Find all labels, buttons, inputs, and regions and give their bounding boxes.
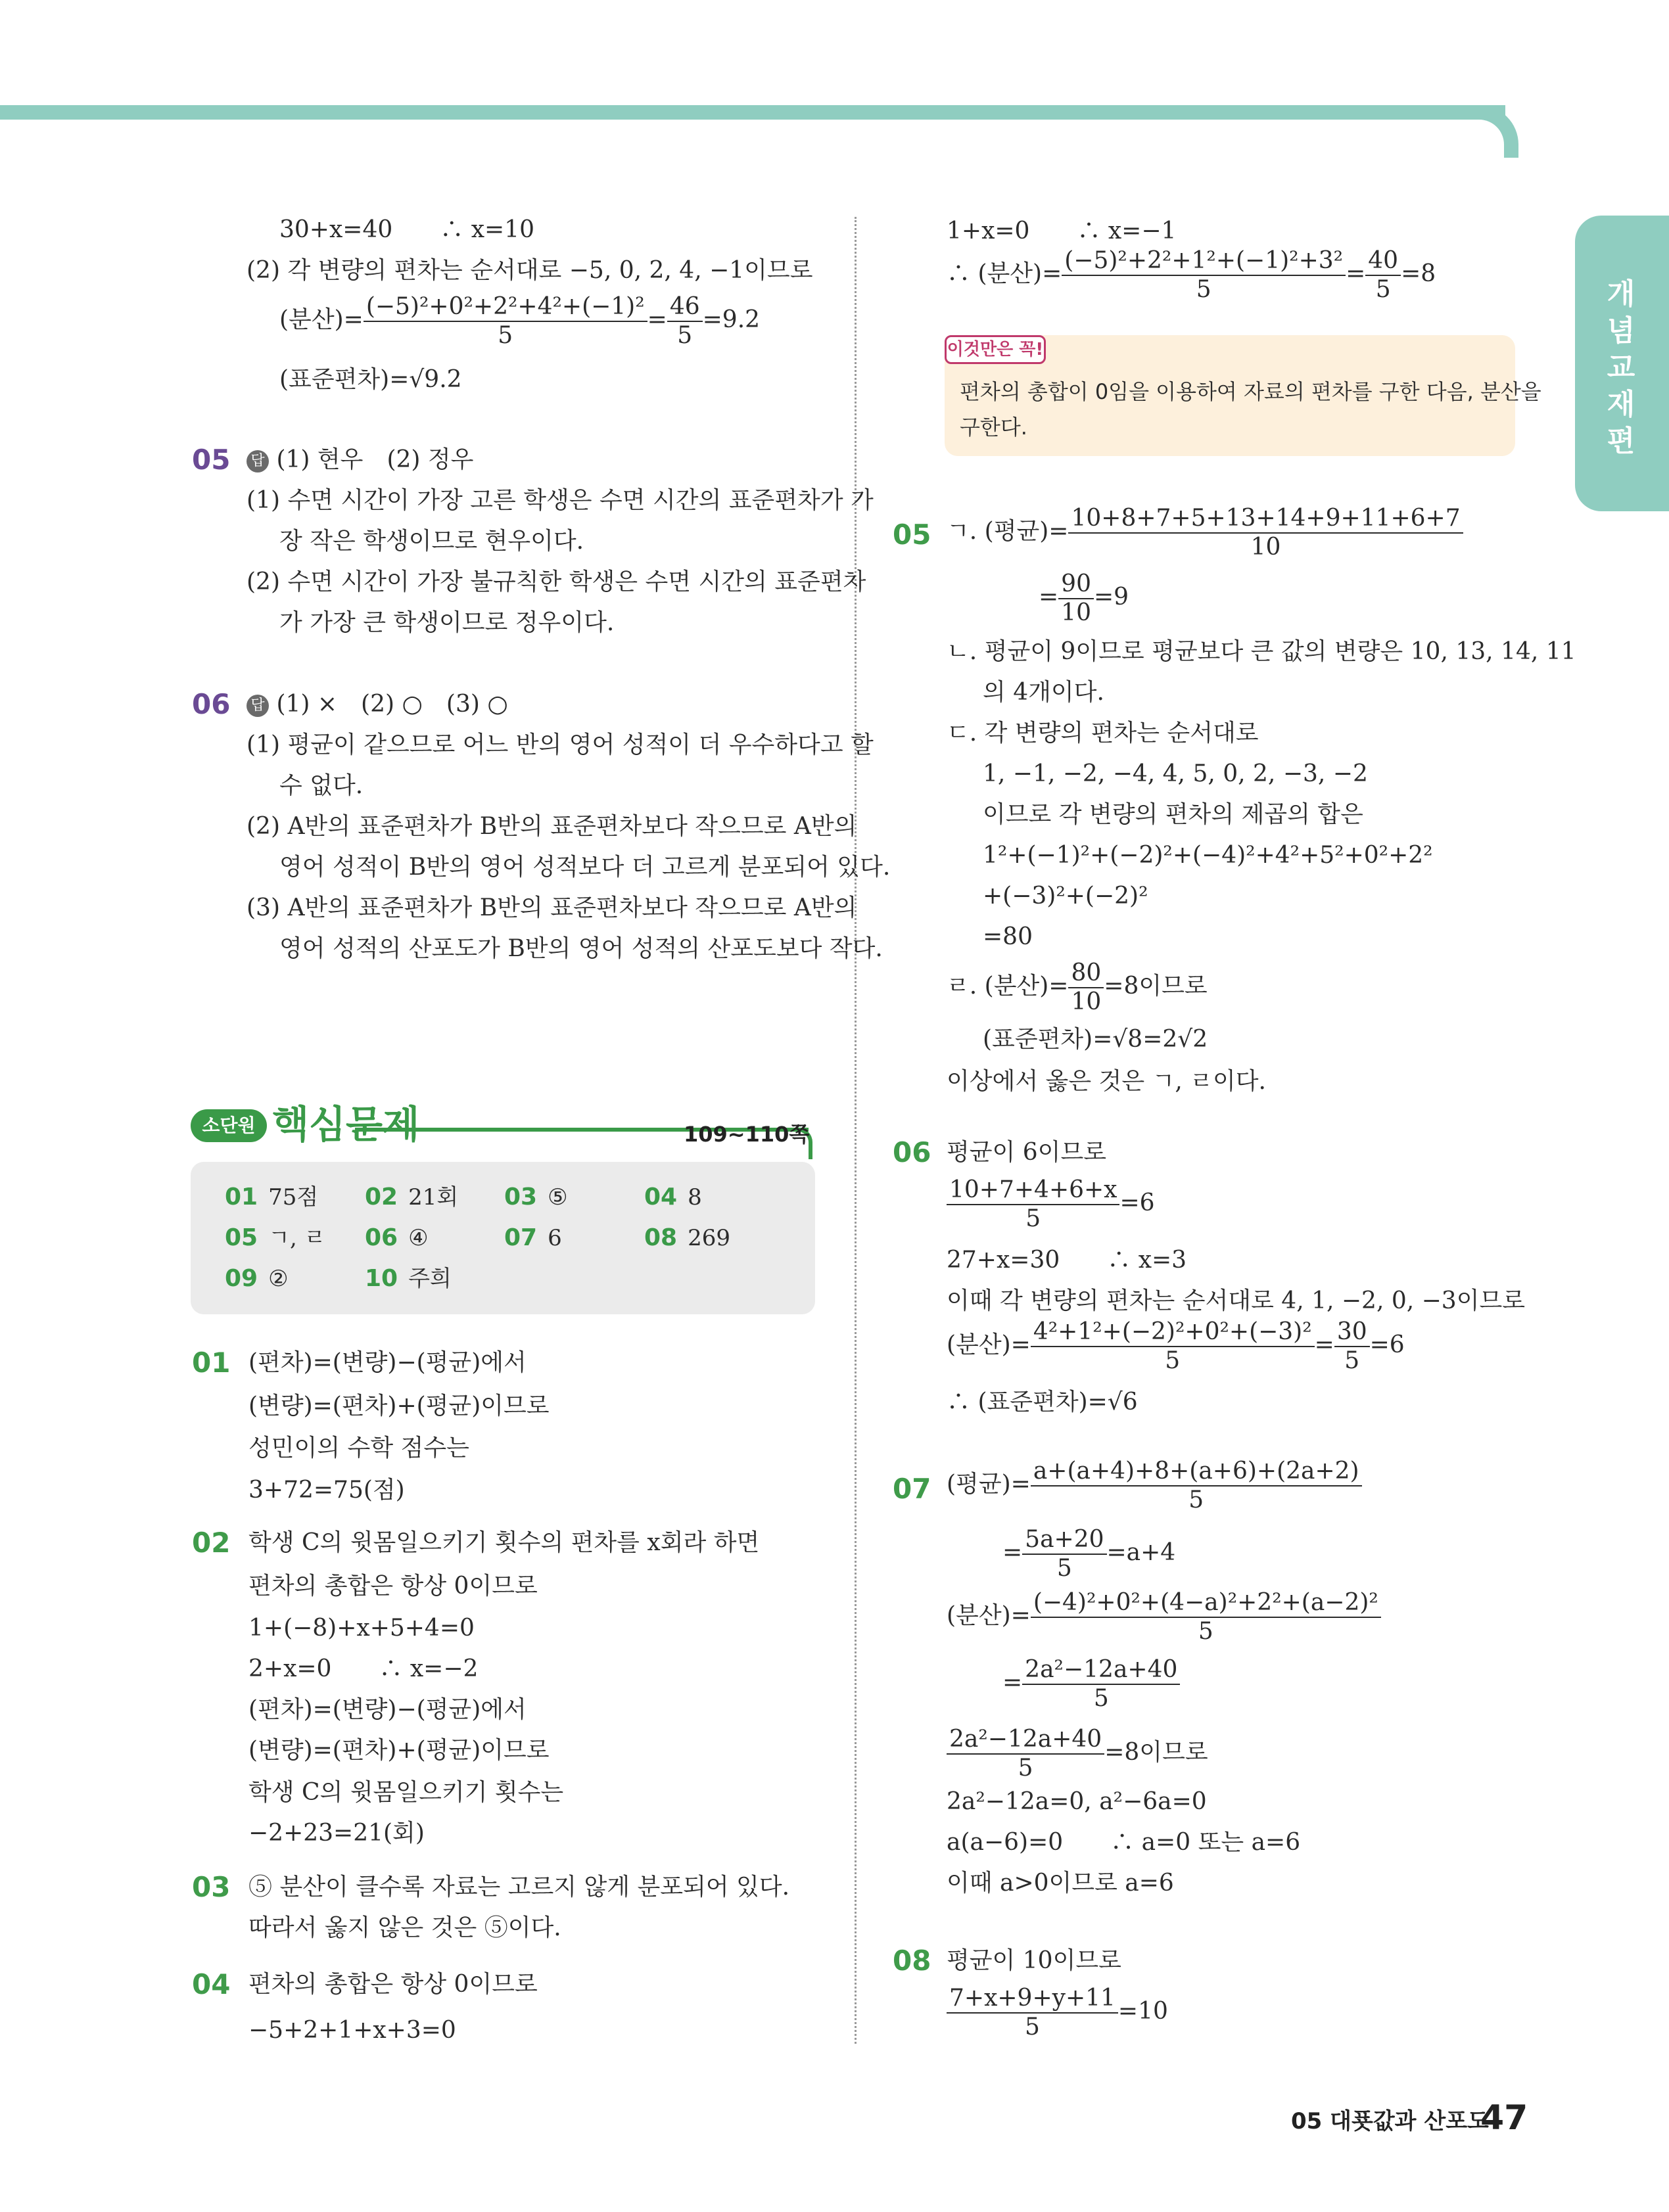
variance-formula: (분산)= $\frac{\text{4²+1²+(−2)²+0²+(−3)²}}{5}$ = $\frac{30}{5}$ =6 [947,1318,1405,1374]
text-line: 1+x=0 ∴ x=−1 [947,218,1177,244]
fraction: $\frac{\text{(−5)²+0²+2²+4²+(−1)²}}{5}$ [364,293,647,350]
question-number: 05 [893,518,931,551]
mean-formula-continued: = $\frac{5a+20}{5}$ =a+4 [1002,1526,1176,1582]
text-line: 장 작은 학생이므로 현우이다. [279,528,584,555]
text-line: 이때 a>0이므로 a=6 [947,1870,1174,1897]
answer-key-item: 09 ② [225,1265,289,1292]
text-line: 1, −1, −2, −4, 4, 5, 0, 2, −3, −2 [983,760,1368,787]
answer-key-item: 04 8 [644,1184,702,1210]
fraction: $\frac{90}{10}$ [1058,570,1094,627]
text-line: 성민이의 수학 점수는 [248,1435,469,1462]
answer-key-item: 08 269 [644,1224,731,1251]
text-line: 3+72=75(점) [248,1477,405,1504]
text-line: 2+x=0 ∴ x=−2 [248,1655,479,1682]
variance-formula: (분산)= $\frac{\text{(−4)²+0²+(4−a)²+2²+(a−2)²}}{5}$ [947,1589,1381,1646]
text-line: ⑤ 분산이 클수록 자료는 고르지 않게 분포되어 있다. [248,1874,790,1901]
side-tab-label: 개념교재편 [1607,277,1635,458]
fraction: $\frac{\text{(−4)²+0²+(4−a)²+2²+(a−2)²}}{5}$ [1031,1589,1381,1646]
tip-label: 이것만은 꼭! [945,335,1046,364]
mean-formula-continued: = $\frac{90}{10}$ =9 [1039,570,1129,626]
text-line: (편차)=(변량)−(평균)에서 [248,1696,527,1723]
fraction: $\frac{7+x+9+y+11}{5}$ [947,1985,1118,2041]
question-number: 04 [192,1968,231,2000]
answer-badge-icon: 답 [247,695,269,717]
text-line: 편차의 총합은 항상 0이므로 [248,1971,538,1998]
top-accent-curve [1446,105,1518,158]
text-line: ∴ (표준편차)=√6 [947,1389,1138,1416]
text-line: 따라서 옳지 않은 것은 ⑤이다. [248,1914,561,1941]
fraction: $\frac{40}{5}$ [1365,247,1401,304]
fraction: $\frac{80}{10}$ [1068,959,1104,1016]
text-line: ㄴ. 평균이 9이므로 평균보다 큰 값의 변량은 10, 13, 14, 11 [947,638,1576,665]
fraction: $\frac{30}{5}$ [1334,1318,1370,1375]
question-number: 05 [192,444,231,476]
variance-formula-continued: = $\frac{\text{2a²−12a+40}}{5}$ [1002,1656,1180,1713]
question-number: 03 [192,1871,231,1903]
question-number: 06 [893,1136,931,1168]
text-line: 학생 C의 윗몸일으키기 횟수는 [248,1779,564,1806]
text-line: 수 없다. [279,772,364,799]
text-line: ㄷ. 각 변량의 편차는 순서대로 [947,720,1259,747]
answer-key-item: 06 ④ [365,1224,429,1251]
question-number: 07 [893,1473,931,1505]
answer-badge-icon: 답 [247,450,269,472]
text-line: 영어 성적이 B반의 영어 성적보다 더 고르게 분포되어 있다. [279,854,891,881]
answer-line: 답 (1) 현우 (2) 정우 [247,446,473,474]
question-number: 06 [192,688,231,720]
formula: $\frac{10+7+4+6+x}{5}$ =6 [947,1176,1155,1233]
text-line: 이때 각 변량의 편차는 순서대로 4, 1, −2, 0, −3이므로 [947,1287,1526,1314]
answer-key-item: 01 75점 [225,1184,319,1210]
fraction: $\frac{10+7+4+6+x}{5}$ [947,1176,1119,1233]
fraction: $\frac{10+8+7+5+13+14+9+11+6+7}{10}$ [1068,505,1463,561]
answer-line: 답 (1) × (2) ○ (3) ○ [247,690,508,719]
fraction: $\frac{a+(a+4)+8+(a+6)+(2a+2)}{5}$ [1031,1458,1362,1514]
text-line: 2a²−12a=0, a²−6a=0 [947,1788,1207,1815]
section-pages: 109~110쪽 [684,1122,810,1147]
text-line: −2+23=21(회) [248,1820,425,1847]
page-number: 47 [1480,2098,1528,2138]
text-line: a(a−6)=0 ∴ a=0 또는 a=6 [947,1829,1301,1856]
answer-key-item: 05 ㄱ, ㄹ [225,1224,326,1251]
fraction: $\frac{\text{(−5)²+2²+1²+(−1)²+3²}}{5}$ [1062,247,1346,304]
text-line: 의 4개이다. [983,679,1104,706]
formula: $\frac{\text{2a²−12a+40}}{5}$ =8이므로 [947,1726,1208,1782]
fraction: $\frac{46}{5}$ [667,293,703,350]
question-number: 02 [192,1527,231,1559]
text-line: −5+2+1+x+3=0 [248,2017,456,2044]
text-line: =80 [983,923,1033,950]
footer-chapter: 05 대푯값과 산포도 [1291,2108,1489,2134]
variance-formula: (분산)= $\frac{\text{(−5)²+0²+2²+4²+(−1)²}}{5}$ = $\frac{46}{5}$ =9.2 [279,293,761,349]
fraction: $\frac{\text{2a²−12a+40}}{5}$ [1022,1656,1180,1713]
text-line: 27+x=30 ∴ x=3 [947,1247,1187,1274]
text-line: 이므로 각 변량의 편차의 제곱의 합은 [983,801,1363,828]
text-line: (변량)=(편차)+(평균)이므로 [248,1737,550,1764]
question-number: 08 [893,1945,931,1977]
text-line: (1) 수면 시간이 가장 고른 학생은 수면 시간의 표준편차가 가 [247,487,874,514]
variance-formula: ㄹ. (분산)= $\frac{80}{10}$ =8이므로 [947,959,1208,1015]
text-line: (변량)=(편차)+(평균)이므로 [248,1393,550,1419]
mean-formula: ㄱ. (평균)= $\frac{10+8+7+5+13+14+9+11+6+7}{10}$ [947,505,1463,561]
text-line: 편차의 총합은 항상 0이므로 [248,1573,538,1600]
text-line: 가 가장 큰 학생이므로 정우이다. [279,609,615,636]
text-line: (표준편차)=√9.2 [279,366,462,393]
fraction: $\frac{\text{4²+1²+(−2)²+0²+(−3)²}}{5}$ [1031,1318,1315,1375]
text-line: (표준편차)=√8=2√2 [983,1026,1208,1053]
text-line: 학생 C의 윗몸일으키기 횟수의 편차를 x회라 하면 [248,1529,760,1556]
tip-text: 구한다. [960,415,1027,440]
text-line: (2) 수면 시간이 가장 불규칙한 학생은 수면 시간의 표준편차 [247,568,866,595]
fraction: $\frac{\text{2a²−12a+40}}{5}$ [947,1726,1104,1782]
text-line: (편차)=(변량)−(평균)에서 [248,1349,527,1376]
answer-key-item: 07 6 [504,1224,562,1251]
variance-formula: ∴ (분산)= $\frac{\text{(−5)²+2²+1²+(−1)²+3²}}{5}$ = $\frac{40}{5}$ =8 [947,247,1436,303]
answer-key-item: 10 주희 [365,1265,452,1292]
text-line: 이상에서 옳은 것은 ㄱ, ㄹ이다. [947,1068,1266,1095]
text-line: 1+(−8)+x+5+4=0 [248,1615,475,1642]
text-line: 1²+(−1)²+(−2)²+(−4)²+4²+5²+0²+2² [983,842,1433,869]
text-line: 평균이 6이므로 [947,1139,1107,1166]
text-line: (2) 각 변량의 편차는 순서대로 −5, 0, 2, 4, −1이므로 [247,257,813,284]
text-line: 30+x=40 ∴ x=10 [279,216,534,243]
top-accent-bar [0,105,1505,120]
section-pill: 소단원 [191,1109,267,1142]
mean-formula: (평균)= $\frac{a+(a+4)+8+(a+6)+(2a+2)}{5}$ [947,1458,1362,1514]
side-tab [1575,216,1669,511]
section-title: 핵심문제 [272,1102,420,1147]
text-line: 평균이 10이므로 [947,1947,1121,1974]
formula: $\frac{7+x+9+y+11}{5}$ =10 [947,1985,1168,2041]
answer-key-item: 02 21회 [365,1184,459,1210]
text-line: (1) 평균이 같으므로 어느 반의 영어 성적이 더 우수하다고 할 [247,731,874,758]
fraction: $\frac{5a+20}{5}$ [1022,1526,1106,1582]
answer-key-item: 03 ⑤ [504,1184,568,1210]
text-line: 영어 성적의 산포도가 B반의 영어 성적의 산포도보다 작다. [279,935,883,962]
text-line: +(−3)²+(−2)² [983,883,1148,910]
text-line: (3) A반의 표준편차가 B반의 표준편차보다 작으므로 A반의 [247,894,857,921]
text-line: (2) A반의 표준편차가 B반의 표준편차보다 작으므로 A반의 [247,813,857,840]
tip-text: 편차의 총합이 0임을 이용하여 자료의 편차를 구한 다음, 분산을 [960,379,1541,404]
question-number: 01 [192,1347,231,1379]
